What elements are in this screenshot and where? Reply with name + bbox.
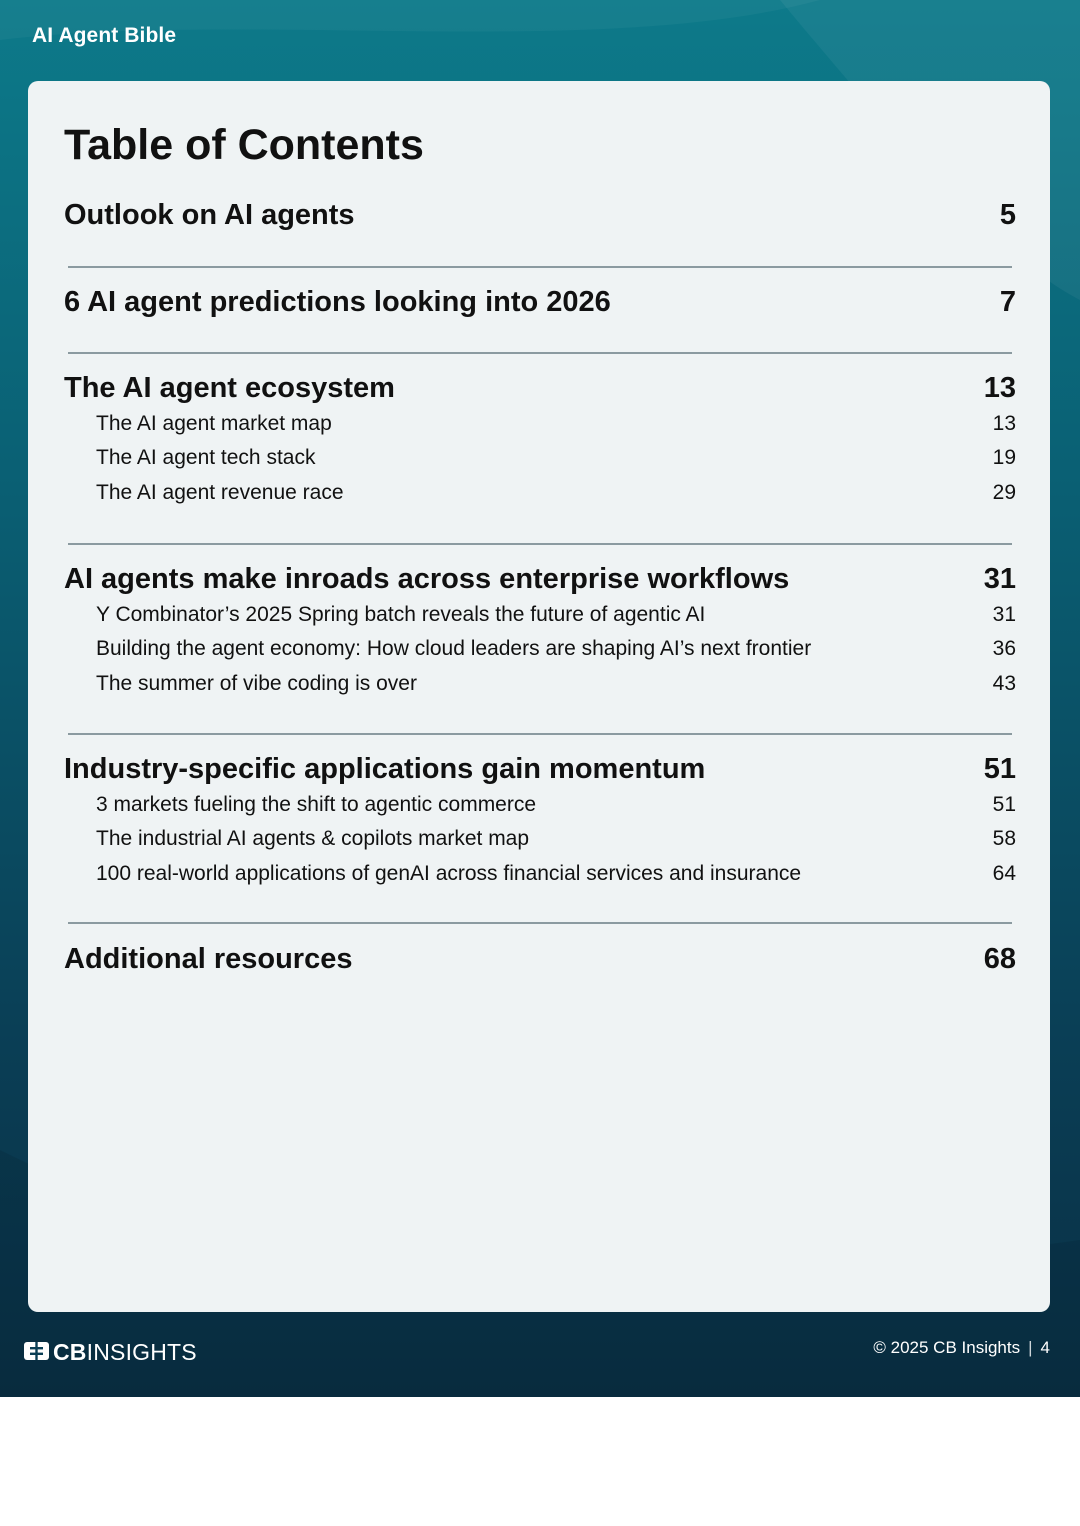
subitem-title: 100 real-world applications of genAI across financial services and insurance <box>96 861 802 885</box>
toc-heading: Table of Contents <box>64 121 424 169</box>
subitem-title: The AI agent revenue race <box>96 480 344 504</box>
toc-subitem[interactable] <box>64 412 1016 446</box>
document-title: AI Agent Bible <box>32 24 177 47</box>
subitem-page-number: 64 <box>992 861 1016 885</box>
logo-wordmark <box>53 1339 197 1366</box>
toc-subitem[interactable] <box>64 603 1016 637</box>
subitem-page-number: 29 <box>992 480 1016 504</box>
section-title: The AI agent ecosystem <box>64 372 395 404</box>
subitem-title: The summer of vibe coding is over <box>96 671 417 695</box>
subitem-title: The AI agent market map <box>96 412 332 435</box>
section-title: Outlook on AI agents <box>64 199 355 231</box>
toc-section-row[interactable] <box>64 943 1016 983</box>
logo-wordmark-light: INSIGHTS <box>86 1339 197 1365</box>
toc-section <box>64 199 1016 239</box>
logo-wordmark-bold: CB <box>53 1339 87 1365</box>
toc-section-row[interactable] <box>64 563 1016 603</box>
section-divider <box>68 543 1012 545</box>
toc-subitem[interactable] <box>64 481 1016 515</box>
section-divider <box>68 733 1012 735</box>
subitem-page-number: 51 <box>992 793 1016 816</box>
footer-separator: | <box>1028 1338 1033 1357</box>
section-page-number: 13 <box>983 372 1016 404</box>
section-title: Additional resources <box>64 943 353 975</box>
subitem-page-number: 36 <box>992 637 1016 661</box>
subitem-page-number: 31 <box>992 603 1016 626</box>
toc-subitem[interactable] <box>64 446 1016 480</box>
toc-subitem[interactable] <box>64 637 1016 671</box>
toc-subitem[interactable] <box>64 862 1016 896</box>
subitem-title: The industrial AI agents & copilots market map <box>96 827 530 851</box>
section-title: AI agents make inroads across enterprise workflows <box>64 563 790 595</box>
footer-copyright <box>873 1338 1050 1358</box>
section-divider <box>68 922 1012 924</box>
toc-subitem[interactable] <box>64 672 1016 706</box>
toc-subitem[interactable] <box>64 827 1016 861</box>
section-title: 6 AI agent predictions looking into 2026 <box>64 286 611 318</box>
copyright-text: © 2025 CB Insights <box>873 1338 1021 1357</box>
toc-section-row[interactable] <box>64 372 1016 412</box>
subitem-title: Y Combinator’s 2025 Spring batch reveals the future of agentic AI <box>96 603 706 626</box>
section-page-number: 68 <box>983 943 1016 975</box>
section-divider <box>68 352 1012 354</box>
toc-section-row[interactable] <box>64 286 1016 326</box>
section-title: Industry-specific applications gain momentum <box>64 753 706 785</box>
toc-section <box>64 753 1016 896</box>
toc-section <box>64 943 1016 983</box>
subitem-page-number: 19 <box>992 446 1016 470</box>
section-page-number: 7 <box>999 286 1016 318</box>
section-divider <box>68 266 1012 268</box>
toc-section <box>64 286 1016 326</box>
toc-section <box>64 372 1016 515</box>
subitem-page-number: 58 <box>992 827 1016 851</box>
toc-section <box>64 563 1016 706</box>
page-number: 4 <box>1040 1338 1050 1357</box>
subitem-page-number: 13 <box>992 412 1016 435</box>
section-page-number: 51 <box>983 753 1016 785</box>
toc-card <box>28 81 1050 1312</box>
toc-section-row[interactable] <box>64 199 1016 239</box>
toc-subitem[interactable] <box>64 793 1016 827</box>
subitem-title: The AI agent tech stack <box>96 446 316 470</box>
toc-section-row[interactable] <box>64 753 1016 793</box>
section-page-number: 31 <box>983 563 1016 595</box>
cb-insights-logo-icon <box>24 1342 49 1360</box>
section-page-number: 5 <box>999 199 1016 231</box>
subitem-title: 3 markets fueling the shift to agentic commerce <box>96 793 537 816</box>
subitem-title: Building the agent economy: How cloud leaders are shaping AI’s next frontier <box>96 637 812 661</box>
subitem-page-number: 43 <box>992 671 1016 695</box>
